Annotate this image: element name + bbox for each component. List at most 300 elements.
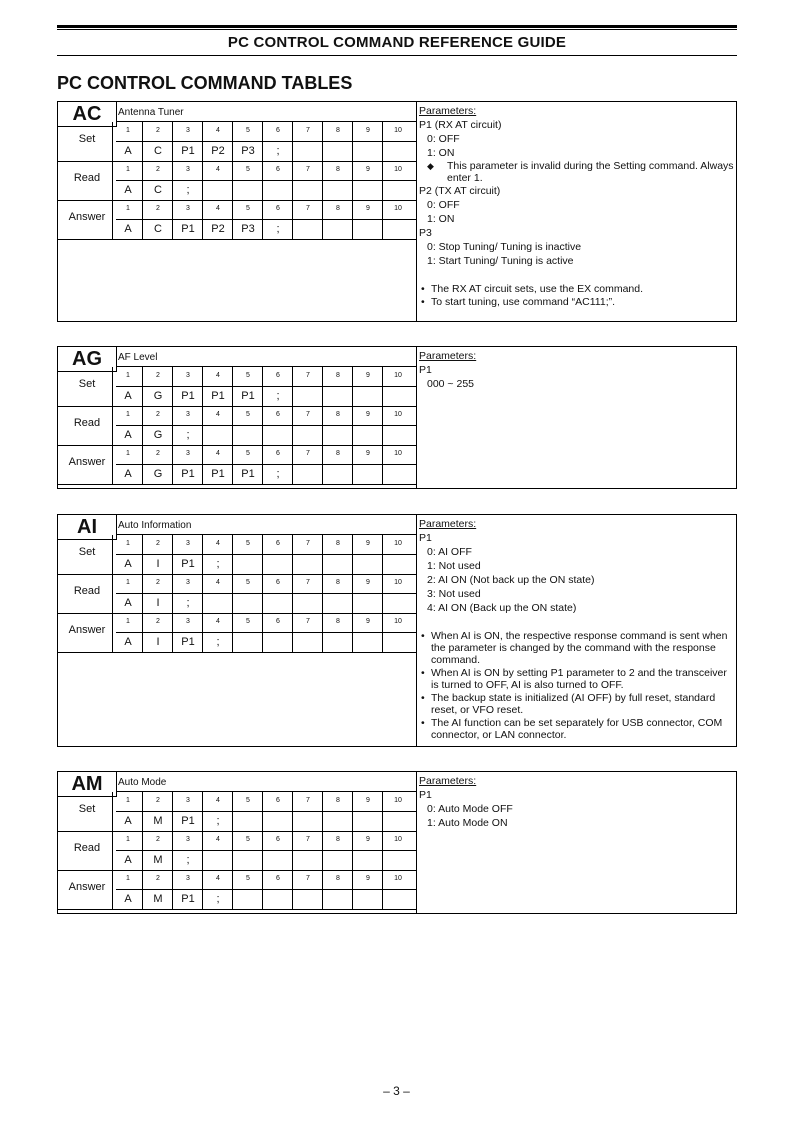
column-number: 9 <box>366 579 370 586</box>
command-char <box>323 554 353 574</box>
grid-line <box>322 870 323 909</box>
grid-line <box>322 445 323 484</box>
grid-line <box>142 367 143 406</box>
param-p1-label: P1 <box>419 789 432 801</box>
column-number: 10 <box>394 618 402 625</box>
param-p3-label: P3 <box>419 227 432 239</box>
grid-line <box>292 870 293 909</box>
command-char <box>383 632 413 652</box>
grid-line <box>232 445 233 484</box>
column-number: 8 <box>336 797 340 804</box>
param-p2-option-0: 0: OFF <box>427 199 460 211</box>
command-char <box>383 464 413 484</box>
grid-line <box>112 445 113 484</box>
column-number: 2 <box>156 205 160 212</box>
row-label-answer: Answer <box>68 211 106 223</box>
column-number: 1 <box>126 205 130 212</box>
note-text: The AI function can be set separately for USB connector, COM connector, or LAN connector. <box>431 717 723 741</box>
command-char: A <box>124 184 132 196</box>
command-char <box>383 386 413 406</box>
column-number: 6 <box>276 372 280 379</box>
command-char: ; <box>186 854 190 866</box>
grid-line <box>322 406 323 445</box>
column-number: 2 <box>156 875 160 882</box>
grid-line <box>292 367 293 406</box>
grid-line <box>112 535 113 574</box>
command-char <box>293 554 323 574</box>
grid-line <box>202 870 203 909</box>
command-char <box>383 180 413 200</box>
param-p1-note-text: This parameter is invalid during the Setting command. Always enter 1. <box>447 160 734 184</box>
grid-line <box>142 161 143 200</box>
command-char: P2 <box>211 145 225 157</box>
column-number: 5 <box>246 166 250 173</box>
grid-line <box>262 406 263 445</box>
column-number: 8 <box>336 166 340 173</box>
column-number: 2 <box>156 411 160 418</box>
column-number: 7 <box>306 618 310 625</box>
command-name: Antenna Tuner <box>118 107 184 118</box>
column-number: 6 <box>276 540 280 547</box>
grid-line <box>382 870 383 909</box>
column-number: 3 <box>186 875 190 882</box>
param-p1-option-4: 4: AI ON (Back up the ON state) <box>427 602 577 614</box>
grid-line <box>202 200 203 239</box>
command-char: M <box>153 854 163 866</box>
header-rule-top-thin <box>57 29 737 30</box>
command-char <box>203 180 233 200</box>
command-code: AC <box>58 102 117 127</box>
command-char <box>383 141 413 161</box>
command-char: ; <box>186 184 190 196</box>
command-char <box>383 811 413 831</box>
command-char: A <box>124 636 132 648</box>
note-item <box>419 630 735 666</box>
column-number: 1 <box>126 411 130 418</box>
column-number: 7 <box>306 127 310 134</box>
grid-line <box>382 831 383 870</box>
grid-line <box>292 792 293 831</box>
param-p2-option-1: 1: ON <box>427 213 455 225</box>
column-number: 5 <box>246 579 250 586</box>
column-number: 10 <box>394 875 402 882</box>
column-number: 2 <box>156 166 160 173</box>
command-char <box>383 219 413 239</box>
command-char: ; <box>186 429 190 441</box>
params-divider <box>416 347 417 488</box>
command-name: Auto Information <box>118 520 192 531</box>
column-number: 10 <box>394 205 402 212</box>
column-number: 7 <box>306 540 310 547</box>
grid-line <box>322 367 323 406</box>
command-name: AF Level <box>118 352 158 363</box>
grid-line <box>232 574 233 613</box>
bullet-icon: • <box>421 667 425 679</box>
command-char <box>233 593 263 613</box>
grid-line <box>172 792 173 831</box>
grid-line <box>232 792 233 831</box>
column-number: 2 <box>156 372 160 379</box>
grid-line <box>382 200 383 239</box>
grid-line <box>262 367 263 406</box>
command-char <box>293 850 323 870</box>
command-char <box>353 593 383 613</box>
grid-line <box>202 613 203 652</box>
grid-line <box>352 613 353 652</box>
grid-line <box>142 445 143 484</box>
grid-line <box>202 535 203 574</box>
command-char: A <box>124 893 132 905</box>
command-char: ; <box>276 468 280 480</box>
column-number: 7 <box>306 166 310 173</box>
column-number: 4 <box>216 166 220 173</box>
column-number: 9 <box>366 836 370 843</box>
grid-line <box>262 613 263 652</box>
grid-line <box>116 141 416 142</box>
column-number: 8 <box>336 618 340 625</box>
column-number: 2 <box>156 127 160 134</box>
command-char: ; <box>216 636 220 648</box>
column-number: 9 <box>366 166 370 173</box>
column-number: 7 <box>306 836 310 843</box>
grid-line <box>352 870 353 909</box>
grid-line <box>112 831 113 870</box>
note-item <box>419 692 735 716</box>
column-number: 7 <box>306 372 310 379</box>
grid-line <box>142 574 143 613</box>
row-label-read: Read <box>73 172 101 184</box>
command-char: M <box>153 815 163 827</box>
command-char: P1 <box>181 145 195 157</box>
grid-line <box>116 425 416 426</box>
grid-line <box>202 161 203 200</box>
command-char <box>203 593 233 613</box>
column-number: 4 <box>216 797 220 804</box>
command-name: Auto Mode <box>118 777 167 788</box>
command-char: A <box>124 429 132 441</box>
column-number: 5 <box>246 540 250 547</box>
column-number: 6 <box>276 166 280 173</box>
command-char: ; <box>276 145 280 157</box>
column-number: 8 <box>336 411 340 418</box>
grid-line <box>112 161 113 200</box>
command-char: A <box>124 558 132 570</box>
grid-line <box>352 535 353 574</box>
column-number: 1 <box>126 579 130 586</box>
grid-line <box>322 831 323 870</box>
bullet-icon: • <box>421 283 425 295</box>
command-char <box>353 850 383 870</box>
command-table-ag <box>57 346 737 489</box>
command-char <box>353 141 383 161</box>
command-char: I <box>156 558 160 570</box>
grid-line <box>142 792 143 831</box>
row-label-read: Read <box>73 417 101 429</box>
grid-line <box>382 535 383 574</box>
column-number: 4 <box>216 836 220 843</box>
command-char <box>323 464 353 484</box>
grid-line <box>116 180 416 181</box>
command-char <box>353 889 383 909</box>
params-panel <box>419 774 735 830</box>
command-char: I <box>156 636 160 648</box>
grid-line <box>292 200 293 239</box>
command-char <box>203 850 233 870</box>
grid-line <box>172 870 173 909</box>
command-char <box>263 180 293 200</box>
params-heading: Parameters: <box>419 775 477 787</box>
grid-line <box>352 161 353 200</box>
grid-line <box>382 367 383 406</box>
command-char: C <box>154 184 162 196</box>
column-number: 3 <box>186 797 190 804</box>
grid-line <box>262 445 263 484</box>
bullet-icon: • <box>421 630 425 642</box>
params-heading: Parameters: <box>419 350 477 362</box>
grid-line <box>142 122 143 161</box>
column-number: 8 <box>336 127 340 134</box>
grid-line <box>112 792 113 831</box>
note-text: To start tuning, use command “AC111;”. <box>431 296 616 308</box>
column-number: 3 <box>186 372 190 379</box>
grid-line <box>352 792 353 831</box>
command-char <box>383 425 413 445</box>
column-number: 3 <box>186 450 190 457</box>
command-char: ; <box>216 815 220 827</box>
column-number: 8 <box>336 450 340 457</box>
column-number: 2 <box>156 836 160 843</box>
params-divider <box>416 772 417 913</box>
column-number: 4 <box>216 875 220 882</box>
grid-line <box>382 406 383 445</box>
column-number: 3 <box>186 836 190 843</box>
grid-line <box>322 613 323 652</box>
grid-line <box>58 239 416 240</box>
command-char: ; <box>216 893 220 905</box>
grid-line <box>172 367 173 406</box>
column-number: 2 <box>156 618 160 625</box>
grid-line <box>262 535 263 574</box>
section-title: PC CONTROL COMMAND TABLES <box>57 73 353 93</box>
column-number: 6 <box>276 618 280 625</box>
grid-line <box>172 161 173 200</box>
command-char: A <box>124 223 132 235</box>
column-number: 6 <box>276 797 280 804</box>
column-number: 7 <box>306 579 310 586</box>
grid-line <box>142 200 143 239</box>
column-number: 1 <box>126 540 130 547</box>
grid-line <box>112 613 113 652</box>
param-p1-label: P1 <box>419 364 432 376</box>
grid-line <box>232 161 233 200</box>
row-label-answer: Answer <box>68 456 106 468</box>
grid-line <box>142 406 143 445</box>
param-p3-option-0: 0: Stop Tuning/ Tuning is inactive <box>427 241 582 253</box>
command-char <box>233 850 263 870</box>
param-p1-option-3: 3: Not used <box>427 588 481 600</box>
note-text: When AI is ON by setting P1 parameter to 2 and the transceiver is turned to OFF, AI is also turned to OFF. <box>431 667 727 691</box>
command-char <box>323 889 353 909</box>
header-rule-top <box>57 25 737 28</box>
grid-line <box>322 122 323 161</box>
column-number: 10 <box>394 166 402 173</box>
grid-line <box>202 831 203 870</box>
grid-line <box>262 792 263 831</box>
grid-line <box>116 811 416 812</box>
grid-line <box>116 850 416 851</box>
command-char <box>293 425 323 445</box>
grid-line <box>112 200 113 239</box>
grid-line <box>382 445 383 484</box>
grid-line <box>352 831 353 870</box>
column-number: 9 <box>366 797 370 804</box>
column-number: 3 <box>186 166 190 173</box>
command-char <box>323 593 353 613</box>
grid-line <box>352 367 353 406</box>
grid-line <box>142 831 143 870</box>
command-char <box>233 811 263 831</box>
command-char: C <box>154 145 162 157</box>
column-number: 3 <box>186 127 190 134</box>
command-char <box>263 554 293 574</box>
column-number: 5 <box>246 836 250 843</box>
bullet-icon: • <box>421 296 425 308</box>
grid-line <box>172 535 173 574</box>
grid-line <box>382 161 383 200</box>
param-p1-option-0: 0: Auto Mode OFF <box>427 803 513 815</box>
page-number: – 3 – <box>383 1084 410 1098</box>
column-number: 3 <box>186 618 190 625</box>
column-number: 2 <box>156 540 160 547</box>
column-number: 3 <box>186 540 190 547</box>
column-number: 2 <box>156 579 160 586</box>
column-number: 9 <box>366 450 370 457</box>
grid-line <box>322 792 323 831</box>
header-title: PC CONTROL COMMAND REFERENCE GUIDE <box>227 34 567 51</box>
grid-line <box>262 122 263 161</box>
grid-line <box>262 831 263 870</box>
param-p1-option-0: 0: AI OFF <box>427 546 472 558</box>
column-number: 9 <box>366 540 370 547</box>
command-char: G <box>153 429 163 441</box>
command-char <box>323 141 353 161</box>
grid-line <box>116 889 416 890</box>
command-table-am <box>57 771 737 914</box>
param-p1-option-1: 1: Not used <box>427 560 481 572</box>
command-char: A <box>124 854 132 866</box>
column-number: 2 <box>156 450 160 457</box>
command-char: C <box>154 223 162 235</box>
grid-line <box>262 870 263 909</box>
column-number: 8 <box>336 205 340 212</box>
param-p1-label: P1 <box>419 532 432 544</box>
diamond-icon: ◆ <box>427 161 434 171</box>
command-char <box>293 141 323 161</box>
param-p1-option-0: 0: OFF <box>427 133 460 145</box>
command-char <box>233 554 263 574</box>
grid-line <box>112 574 113 613</box>
column-number: 3 <box>186 579 190 586</box>
column-number: 6 <box>276 205 280 212</box>
column-number: 5 <box>246 450 250 457</box>
column-number: 4 <box>216 540 220 547</box>
command-char <box>353 464 383 484</box>
command-char: P1 <box>211 390 225 402</box>
grid-line <box>112 367 113 406</box>
column-number: 4 <box>216 579 220 586</box>
command-char <box>323 632 353 652</box>
grid-line <box>322 535 323 574</box>
command-table-ac <box>57 101 737 322</box>
param-p1-range: 000 ~ 255 <box>427 378 475 390</box>
command-char: P3 <box>241 223 255 235</box>
grid-line <box>142 535 143 574</box>
grid-line <box>352 406 353 445</box>
column-number: 10 <box>394 797 402 804</box>
grid-line <box>232 200 233 239</box>
column-number: 8 <box>336 875 340 882</box>
grid-line <box>112 122 113 161</box>
column-number: 5 <box>246 797 250 804</box>
row-label-set: Set <box>78 803 96 815</box>
bullet-icon: • <box>421 692 425 704</box>
grid-line <box>382 574 383 613</box>
grid-line <box>232 535 233 574</box>
command-char: P1 <box>181 815 195 827</box>
params-heading: Parameters: <box>419 105 477 117</box>
command-char <box>263 425 293 445</box>
column-number: 3 <box>186 411 190 418</box>
grid-line <box>142 613 143 652</box>
note-item <box>419 717 735 741</box>
param-p1-label: P1 (RX AT circuit) <box>419 119 502 131</box>
command-char <box>353 180 383 200</box>
column-number: 10 <box>394 411 402 418</box>
command-char: A <box>124 597 132 609</box>
grid-line <box>142 870 143 909</box>
grid-line <box>112 870 113 909</box>
command-char <box>293 386 323 406</box>
command-char <box>353 425 383 445</box>
column-number: 5 <box>246 127 250 134</box>
command-char <box>233 425 263 445</box>
column-number: 8 <box>336 540 340 547</box>
grid-line <box>58 909 416 910</box>
command-char <box>323 386 353 406</box>
note-text: The backup state is initialized (AI OFF) by full reset, standard reset, or VFO reset. <box>431 692 716 716</box>
column-number: 1 <box>126 450 130 457</box>
param-p2-label: P2 (TX AT circuit) <box>419 185 501 197</box>
grid-line <box>292 445 293 484</box>
column-number: 10 <box>394 540 402 547</box>
column-number: 6 <box>276 579 280 586</box>
grid-line <box>202 122 203 161</box>
column-number: 10 <box>394 579 402 586</box>
column-number: 8 <box>336 372 340 379</box>
command-char: P3 <box>241 145 255 157</box>
grid-line <box>322 161 323 200</box>
grid-line <box>202 367 203 406</box>
column-number: 3 <box>186 205 190 212</box>
grid-line <box>352 445 353 484</box>
command-char <box>233 889 263 909</box>
column-number: 7 <box>306 875 310 882</box>
params-panel <box>419 104 735 308</box>
command-char: A <box>124 145 132 157</box>
command-char <box>383 593 413 613</box>
grid-line <box>172 613 173 652</box>
command-char <box>353 632 383 652</box>
